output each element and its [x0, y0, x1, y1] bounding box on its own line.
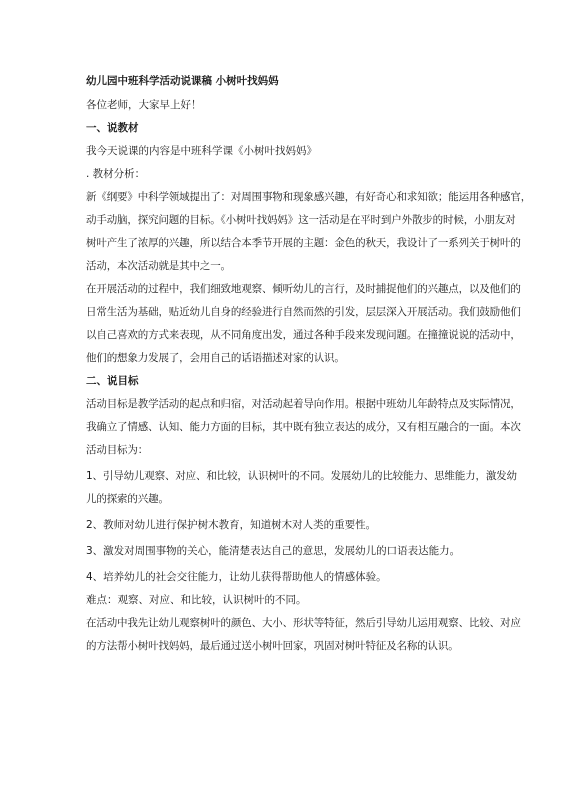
document-title: 幼儿园中班科学活动说课稿 小树叶找妈妈: [86, 75, 279, 87]
paragraph-line: 我确立了情感、认知、能力方面的目标，其中既有独立表达的成分，又有相互融合的一面。本次: [86, 421, 521, 433]
intro-line: 我今天说课的内容是中班科学课《小树叶找妈妈》: [86, 145, 317, 157]
paragraph-activity-method: [86, 616, 521, 653]
paragraph-line: 新《纲要》中科学领域提出了：对周围事物和现象感兴趣，有好奇心和求知欲；能运用各种感官，: [86, 191, 532, 203]
paragraph-line: 活动，本次活动就是其中之一。: [86, 260, 231, 272]
paragraph-line: 以自己喜欢的方式来表现，从不同角度出发，通过各种手段来发现问题。在撞撞说说的活动中，: [86, 329, 521, 341]
paragraph-line: 树叶产生了浓厚的兴趣，所以结合本季节开展的主题：金色的秋天，我设计了一系列关于树叶的: [86, 237, 521, 249]
goal-item-1: [86, 469, 517, 506]
paragraph-line: 儿的探索的兴趣。: [86, 493, 169, 505]
paragraph-line: 的方法帮小树叶找妈妈，最后通过送小树叶回家，巩固对树叶特征及名称的认识。: [86, 640, 459, 652]
goal-item-4: 4、培养幼儿的社会交往能力，让幼儿获得帮助他人的情感体验。: [86, 571, 387, 583]
paragraph-line: 活动目标是教学活动的起点和归宿，对活动起着导向作用。根据中班幼儿年龄特点及实际情况，: [86, 398, 521, 410]
paragraph-line: 1、引导幼儿观察、对应、和比较，认识树叶的不同。发展幼儿的比较能力、思维能力，激发幼: [86, 470, 517, 482]
difficulty-line: 难点：观察、对应、和比较，认识树叶的不同。: [86, 594, 307, 606]
paragraph-goals-intro: [86, 397, 521, 457]
paragraph-line: 在开展活动的过程中，我们细致地观察、倾听幼儿的言行，及时捕捉他们的兴趣点，以及他们的: [86, 283, 521, 295]
analysis-label: . 教材分析：: [86, 168, 146, 180]
paragraph-outline-requirements: [86, 190, 532, 273]
section-heading-teaching-material: 一、说教材: [86, 122, 139, 134]
paragraph-line: 活动目标为：: [86, 444, 149, 456]
paragraph-line: 在活动中我先让幼儿观察树叶的颜色、大小、形状等特征，然后引导幼儿运用观察、比较、对应: [86, 617, 521, 629]
document-body: [86, 74, 532, 662]
paragraph-line: 他们的想象力发展了，会用自己的话语描述对家的认识。: [86, 352, 345, 364]
paragraph-line: 动手动脑，探究问题的目标。《小树叶找妈妈》这一活动是在平时到户外散步的时候，小朋友对: [86, 214, 516, 226]
greeting: 各位老师，大家早上好！: [86, 99, 202, 111]
goal-item-2: 2、教师对幼儿进行保护树木教育，知道树木对人类的重要性。: [86, 519, 377, 531]
goal-item-3: 3、激发对周围事物的关心，能清楚表达自己的意思，发展幼儿的口语表达能力。: [86, 545, 461, 557]
paragraph-line: 日常生活为基础，贴近幼儿自身的经验进行自然而然的引发，层层深入开展活动。我们鼓励他们: [86, 306, 521, 318]
section-heading-goals: 二、说目标: [86, 375, 139, 387]
paragraph-activity-process: [86, 282, 521, 365]
